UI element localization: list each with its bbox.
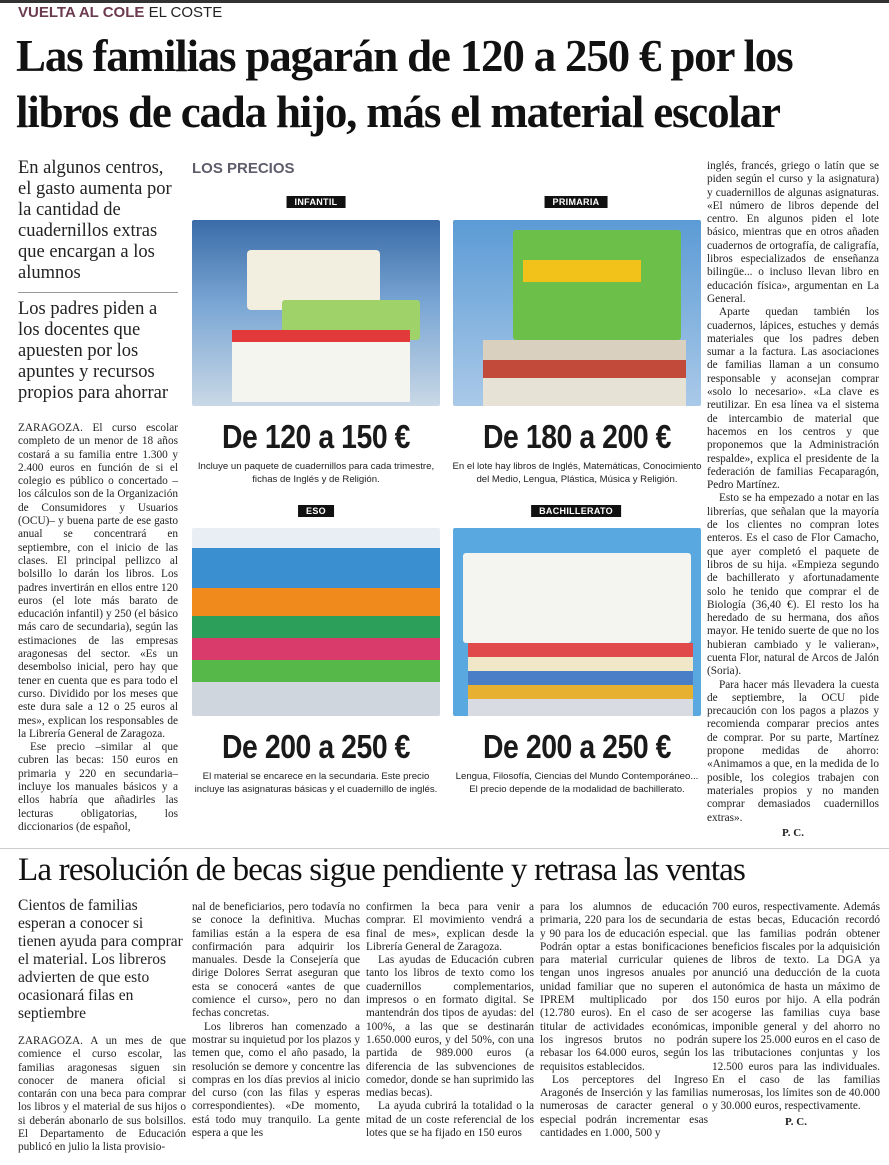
paragraph: Ese precio –similar al que cubren las becas: 150 euros en primaria y 220 en secundaria– incluye los manuales básicos y a ellos habría que añadirles las lecturas obligatorias, los diccionarios (de español, xyxy=(18,741,178,833)
byline: P. C. xyxy=(785,1115,807,1128)
paragraph: 700 euros, respectivamente. Además de estas becas, Educación recordó que las familias podrán obtener beneficios fiscales por la adquisición de libros de texto. La DGA ya anunció una deducción de la cuota autonómica de hasta un máximo de 150 euros por hijo. A ella podrán acogerse las familias cuya base imponible general y del ahorro no supere los 25.000 euros en el caso de las tributaciones conjuntas y los 12.500 euros para las individuales. En el caso de las familias numerosas, los límites son de 40.000 y 30.000 euros, respectivamente. xyxy=(712,901,880,1113)
paragraph: Las ayudas de Educación cubren tanto los libros de texto como los cuadernillos complementarios, impresos o en formato digital. Se mantendrán dos tipos de ayudas: del 100%, a las que se destinarán 1.650.000 euros, y del 50%, con una partida de 989.000 euros (a diferencia de las subvenciones de comedor, donde se han suprimido las medias becas). xyxy=(366,954,534,1100)
price-primaria: De 180 a 200 € xyxy=(482,418,672,455)
price-bachillerato: De 200 a 250 € xyxy=(482,728,672,765)
paragraph: para los alumnos de educación primaria, 220 para los de secundaria y 90 para los de educación especial. Podrán optar a estas bonificaciones para material curricular quienes tengan unos ingresos anuales por unidad familiar que no superen el IPREM multiplicado por dos (12.780 euros). En el caso de ser titular de actividades económicas, los ingresos brutos no podrán rebasar los 64.000 euros, según los requisitos establecidos. xyxy=(540,901,708,1073)
paragraph: ZARAGOZA. El curso escolar completo de un menor de 18 años costará a su familia entre 1.300 y 2.400 euros en función de si el colegio es público o concertado –los cálculos son de la Organización de Consumidores y Usuarios (OCU)– y buena parte de ese gasto anual se concentrará en septiembre, con el inicio de las clases. El principal pellizco al bolsillo lo darán los libros. Los padres invertirán en ellos entre 120 euros (el lote más barato de educación infantil) y 250 (el básico más caro de secundaria), según las estimaciones de las empresas aragonesas del sector. «Es un desembolso inicial, pero hay que tener en cuenta que es para todo el curso. Dividido por los meses que este dura sale a 12 o 25 euros al mes», explican los responsables de la Librería General de Zaragoza. xyxy=(18,422,178,740)
price-eso: De 200 a 250 € xyxy=(221,728,411,765)
label-primaria: PRIMARIA xyxy=(545,196,608,208)
paragraph: La ayuda cubrirá la totalidad o la mitad de un coste referencial de los lotes que se ha fijado en 150 euros xyxy=(366,1100,534,1140)
label-eso: ESO xyxy=(298,505,334,517)
paragraph: Los perceptores del Ingreso Aragonés de Inserción y las familias numerosas de caracter general o especial podrán incrementar esas cantidades en 1.000, 500 y xyxy=(540,1073,708,1140)
paragraph: confirmen la beca para venir a comprar. El movimiento vendrá a final de mes», explican desde la Librería General de Zaragoza. xyxy=(366,901,534,953)
paragraph: nal de beneficiarios, pero todavía no se conoce la definitiva. Muchas familias están a la espera de esa confirmación para adquirir los manuales. Desde la Consejería que dirige Dolores Serrat aseguran que esta se conocerá «antes de que comience el curso», pero no dan fechas concretas. xyxy=(192,901,360,1020)
price-infantil: De 120 a 150 € xyxy=(221,418,411,455)
byline: P. C. xyxy=(782,826,804,839)
prices-section-title: LOS PRECIOS xyxy=(192,160,295,177)
kicker-topic: EL COSTE xyxy=(148,4,223,21)
left-column xyxy=(18,158,178,834)
second-article-column-4 xyxy=(540,901,708,1140)
paragraph: ZARAGOZA. A un mes de que comience el curso escolar, las familias aragonesas siguen sin conocer de manera oficial si contarán con una beca para comprar los libros y el material de sus hijos o si deberán abonarlo de sus bolsillos. El Departamento de Educación publicó en julio la lista provisio- xyxy=(18,1035,186,1154)
main-article-right-column xyxy=(707,160,879,840)
caption-eso: El material se encarece en la secundaria. Este precio incluye las asignaturas básicas y el cuadernillo de inglés. xyxy=(194,771,438,795)
subhead-1: En algunos centros, el gasto aumenta por la cantidad de cuadernillos extras que encargan a los alumnos xyxy=(18,158,172,283)
label-infantil: INFANTIL xyxy=(287,196,346,208)
kicker-section: VUELTA AL COLE xyxy=(18,4,145,21)
label-bachillerato: BACHILLERATO xyxy=(531,505,621,517)
photo-infantil-books xyxy=(192,220,440,406)
paragraph: Los libreros han comenzado a mostrar su inquietud por los plazos y temen que, como el año pasado, la resolución se demore y concentre las compras en los días previos al inicio del curso (con las filas y esperas correspondientes). «De momento, está todo muy tranquilo. La gente espera a que les xyxy=(192,1020,360,1140)
headline-line-1: Las familias pagarán de 120 a 250 € por los xyxy=(16,31,793,81)
headline-line-2: libros de cada hijo, más el material escolar xyxy=(16,87,780,137)
subhead-2: Los padres piden a los docentes que apuesten por los apuntes y recursos propios para ahorrar xyxy=(18,299,168,403)
second-article-column-5 xyxy=(712,901,880,1129)
photo-bachillerato-books xyxy=(453,528,701,716)
second-article-column-3 xyxy=(366,901,534,1140)
second-article-column-1 xyxy=(18,1035,186,1155)
section-kicker xyxy=(18,4,222,21)
main-article-left-column xyxy=(18,422,178,834)
second-article-column-2 xyxy=(192,901,360,1140)
caption-infantil: Incluye un paquete de cuadernillos para cada trimestre, fichas de Inglés y de Religión. xyxy=(197,461,435,485)
section-divider xyxy=(0,848,889,849)
second-subhead: Cientos de familias esperan a conocer si tienen ayuda para comprar el material. Los libreros advierten de que esto ocasionará filas en septiembre xyxy=(18,897,183,1022)
subhead-divider xyxy=(18,292,178,293)
paragraph: Aparte quedan también los cuadernos, lápices, estuches y demás materiales que los padres deben sumar a la factura. Las asociaciones de familias llaman a un consumo responsable y aconsejan comprar «solo lo necesario». «La clave es reutilizar. En esa línea va el sistema de intercambio de material que hacemos en los centros y que proponemos que la Administración respalde», explica el presidente de la federación de familias Fecaparagón, Pedro Martínez. xyxy=(707,306,879,492)
paragraph: Esto se ha empezado a notar en las librerías, que señalan que la mayoría de los clientes no compran lotes enteros. Es el caso de Flor Camacho, que ayer completó el paquete de libros de su hija. «Empieza segundo de bachillerato y afortunadamente solo he tenido que comprar el de Biología (36,40 €). El resto los ha heredado de su hermana, dos años mayor. He tenido suerte de que no los hubieran cambiado y le valieran», cuenta Flor, natural de Arcos de Jalón (Soria). xyxy=(707,492,879,678)
paragraph: Para hacer más llevadera la cuesta de septiembre, la OCU pide precaución con los pagos a plazos y recomienda comparar precios antes de comprar. Por su parte, Martínez propone medidas de ahorro: «Animamos a que, en la medida de lo posible, los colegios trabajen con materiales propios y no manden comprar demasiados cuadernillos extras». xyxy=(707,678,879,824)
photo-eso-books xyxy=(192,528,440,716)
paragraph: inglés, francés, griego o latín que se piden según el curso y la asignatura) y cuadernillos de algunas asignaturas. «El número de libros depende del centro. En algunos piden el lote básico, mientras que en otros añaden cuadernos de ortografía, de caligrafía, libros especializados de enseñanza bilingüe... o incluso llevan libro en educación física», argumentan en La General. xyxy=(707,160,879,305)
caption-primaria: En el lote hay libros de Inglés, Matemáticas, Conocimiento del Medio, Lengua, Plástica, Música y Religión. xyxy=(452,461,702,485)
second-headline: La resolución de becas sigue pendiente y retrasa las ventas xyxy=(18,852,746,888)
top-rule xyxy=(0,0,889,3)
photo-primaria-books xyxy=(453,220,701,406)
caption-bachillerato: Lengua, Filosofía, Ciencias del Mundo Contemporáneo... El precio depende de la modalidad de bachillerato. xyxy=(455,771,699,795)
